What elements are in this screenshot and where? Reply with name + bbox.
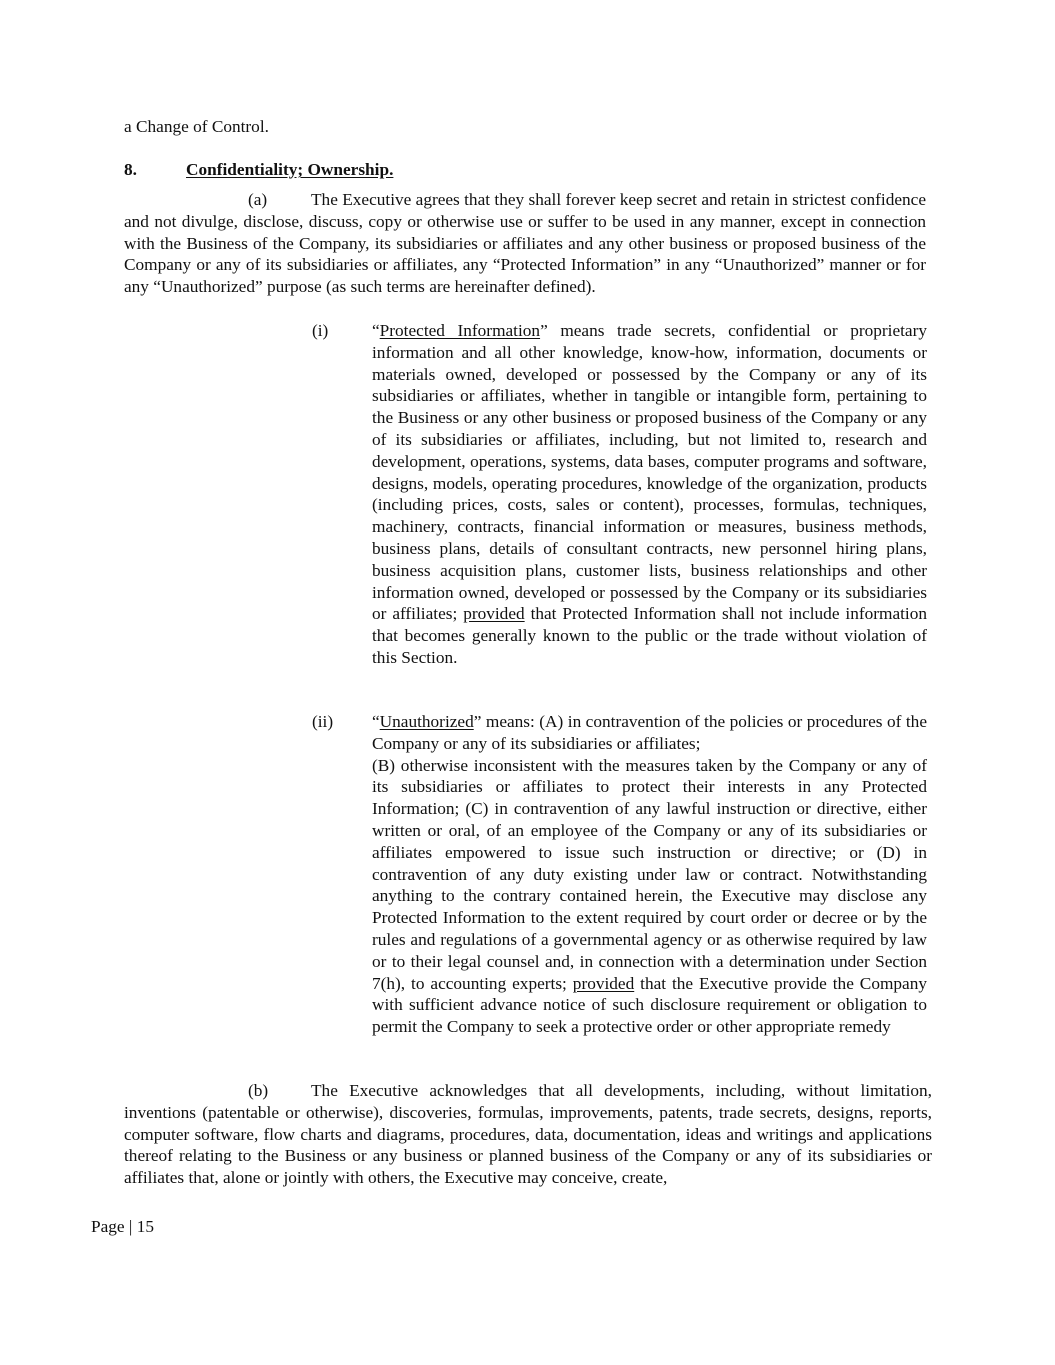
section-heading [124, 159, 932, 181]
page-number: Page | 15 [91, 1217, 154, 1236]
paragraph-b [124, 1080, 932, 1189]
item-ii-first [372, 711, 927, 755]
item-ii-text-3: that the Executive provide the Company with sufficient advance notice of such disclosure requirement or obligation to permit the Company to seek a protective order or other appropriate remedy [372, 973, 927, 1037]
item-ii-label: (ii) [312, 712, 334, 731]
item-i-term: Protected Information [379, 321, 541, 340]
section-title: Confidentiality; Ownership. [186, 160, 394, 179]
item-i-proviso: provided [463, 604, 525, 624]
item-ii-term: Unauthorized [379, 712, 474, 731]
paragraph-b-label: (b) [248, 1081, 269, 1100]
carryover-text: a Change of Control. [124, 117, 269, 136]
paragraph-a-text: The Executive agrees that they shall forever keep secret and retain in strictest confidence and not divulge, disclose, discuss, copy or otherwise use or suffer to be used in any manner, except in connection with the Business of the Company, its subsidiaries or affiliates and any other business or proposed business of the Company or any of its subsidiaries or affiliates, any “Protected Information” in any “Unauthorized” manner or for any “Unauthorized” purpose (as such terms are hereinafter defined). [124, 190, 926, 297]
item-i [312, 320, 927, 692]
paragraph-a [124, 189, 926, 298]
item-i-text-2: that Protected Information shall not include information that becomes generally known to the public or the trade without violation of this Section. [372, 604, 928, 667]
item-ii-text-2: (B) otherwise inconsistent with the measures taken by the Company or any of its subsidiaries or affiliates to protect their interests in any Protected Information; (C) in contravention of any lawful instruction or directive, either written or oral, of an employee of the Company or any of its subsidiaries or affiliates empowered to issue such instruction or directive; or (D) in contravention of any duty existing under law or contract. Notwithstanding anything to the contrary contained herein, the Executive may disclose any Protected Information to the extent required by court order or decree or by the rules and regulations of a governmental agency or as otherwise required by law or to their legal counsel and, in connection with a determination under Section 7(h), to accounting experts; [372, 755, 927, 993]
item-ii-second [372, 755, 927, 1038]
section-number: 8. [124, 160, 137, 179]
paragraph-a-label: (a) [248, 190, 268, 209]
item-ii [312, 711, 927, 1061]
paragraph-b-text: The Executive acknowledges that all developments, including, without limitation, inventions (patentable or otherwise), discoveries, formulas, improvements, patents, trade secrets, designs, reports, computer software, flow charts and diagrams, procedures, data, documentation, ideas and writings and applications thereof relating to the Business or any business or planned business of the Company or any of its subsidiaries or affiliates that, alone or jointly with others, the Executive may conceive, create, [124, 1081, 932, 1188]
item-ii-proviso: provided [572, 973, 635, 993]
item-i-label: (i) [312, 321, 329, 340]
item-i-text-1: ” means trade secrets, confidential or proprietary information and all other knowledge, know-how, information, documents or materials owned, developed or possessed by the Company or any of its subsidiaries or affiliates, whether in tangible or intangible form, pertaining to the Business or any other business or proposed business of the Company or any of its subsidiaries or affiliates, including, but not limited to, research and development, operations, systems, data bases, computer programs and software, designs, models, operating procedures, knowledge of the organization, products (including prices, costs, sales or content), processes, formulas, techniques, machinery, contracts, financial information or measures, business methods, business plans, details of consultant contracts, new personnel hiring plans, business acquisition plans, customer lists, business relationships and other information owned, developed or possessed by the Company or its subsidiaries or affiliates; [372, 321, 927, 624]
item-ii-text-1: ” means: (A) in contravention of the policies or procedures of the Company or any of its subsidiaries or affiliates; [372, 712, 927, 753]
item-i-body [372, 320, 927, 669]
item-ii-open-quote: “ [372, 712, 380, 731]
item-i-open-quote: “ [372, 321, 380, 340]
item-ii-body [372, 711, 927, 1038]
